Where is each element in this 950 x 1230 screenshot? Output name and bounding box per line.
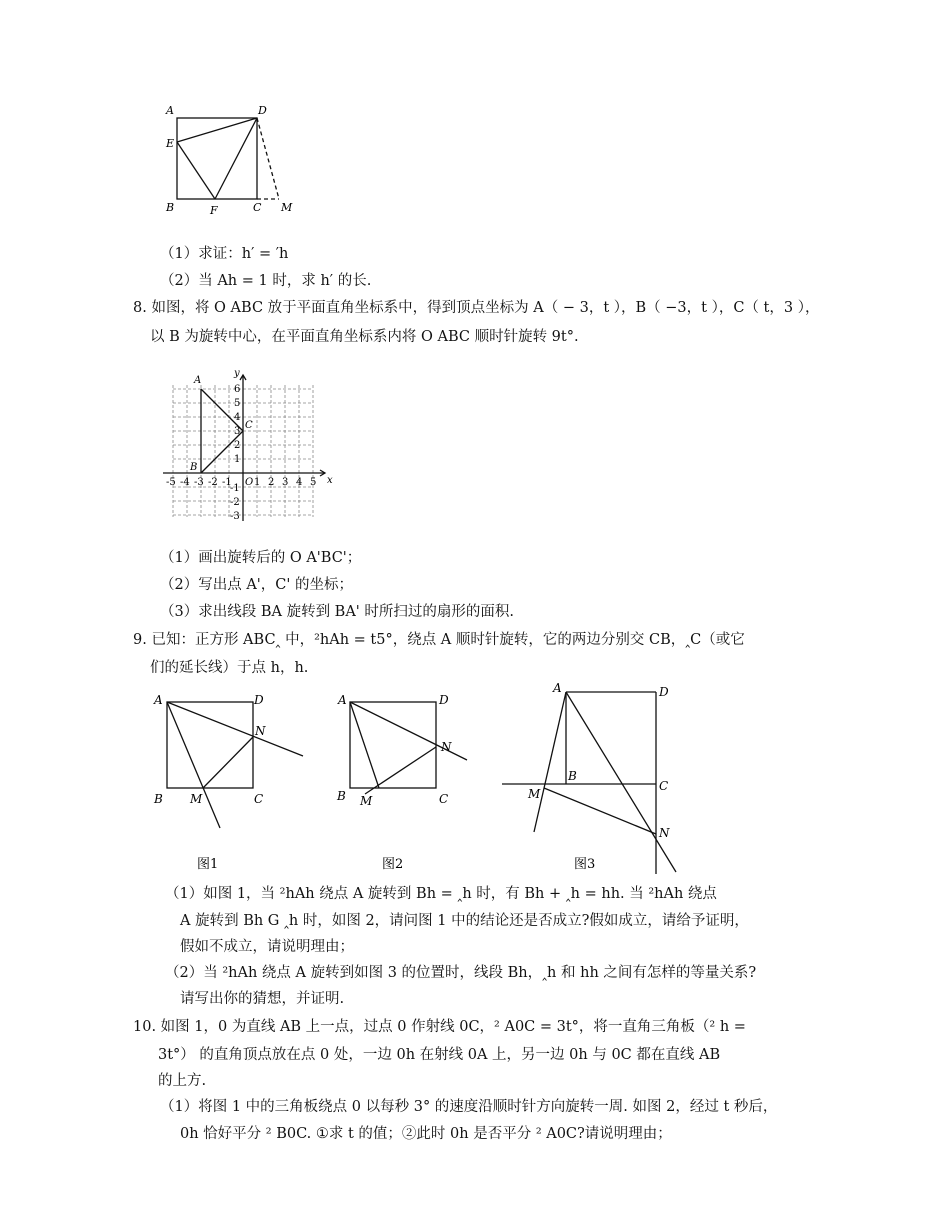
p10-line-1: 10. 如图 1，0 为直线 AB 上一点，过点 0 作射线 0C，² A0C = 3t°，将一直角三角板（² h =: [133, 1019, 746, 1035]
x-tick-m4: -4: [180, 477, 190, 488]
fig1-label-d: D: [254, 693, 264, 707]
p9-question-1-line-1: （1）如图 1，当 ²hAh 绕点 A 旋转到 Bh = ‸h 时，有 Bh + ‸h = hh. 当 ²hAh 绕点: [165, 886, 717, 902]
x-tick-4: 4: [296, 477, 303, 488]
fig2-label-d: D: [439, 693, 449, 707]
p8-question-2: （2）写出点 A'，C' 的坐标；: [160, 577, 353, 593]
figure-square-abcd: [160, 98, 300, 218]
y-tick-4: 4: [234, 412, 241, 423]
figure-9-1: [150, 688, 310, 878]
p9-question-2-line-1: （2）当 ²hAh 绕点 A 旋转到如图 3 的位置时，线段 Bh，‸h 和 hh 之间有怎样的等量关系?: [165, 965, 757, 981]
fig1-label-a: A: [154, 693, 163, 707]
p8-line-2: 以 B 为旋转中心，在平面直角坐标系内将 O ABC 顺时针旋转 9t°.: [150, 329, 579, 345]
label-b: B: [166, 201, 175, 214]
label-d: D: [258, 104, 267, 117]
fig2-label-m: M: [360, 794, 373, 808]
fig3-label-c: C: [659, 779, 669, 793]
p10-question-1-line-1: （1）将图 1 中的三角板绕点 0 以每秒 3° 的速度沿顺时针方向旋转一周. 如图 2，经过 t 秒后，: [160, 1099, 778, 1115]
p10-line-3: 的上方.: [158, 1073, 207, 1089]
p10-question-1-line-2: 0h 恰好平分 ² B0C. ①求 t 的值；②此时 0h 是否平分 ² A0C?请说明理由；: [180, 1126, 672, 1142]
x-tick-3: 3: [282, 477, 289, 488]
fig2-label-b: B: [337, 789, 346, 803]
p7-question-2: （2）当 Ah = 1 时，求 h′ 的长.: [160, 273, 372, 289]
fig2-caption: 图2: [382, 857, 404, 872]
axis-x-label: x: [327, 475, 333, 486]
figure-coordinate-grid: [160, 365, 340, 525]
x-tick-5: 5: [310, 477, 317, 488]
p9-line-1: 9. 已知：正方形 ABC‸ 中，²hAh = t5°，绕点 A 顺时针旋转，它的两边分别交 CB，‸C（或它: [133, 632, 745, 648]
x-tick-m2: -2: [208, 477, 218, 488]
y-tick-1: 1: [234, 454, 241, 465]
y-tick-3: 3: [234, 426, 241, 437]
x-tick-2: 2: [268, 477, 275, 488]
point-c-label: C: [245, 420, 253, 431]
x-tick-m5: -5: [166, 477, 176, 488]
fig1-label-b: B: [154, 792, 163, 806]
label-c: C: [253, 201, 262, 214]
x-tick-m3: -3: [194, 477, 204, 488]
p8-line-1: 8. 如图，将 O ABC 放于平面直角坐标系中，得到顶点坐标为 A（ − 3，t ），B（ −3，t ），C（ t，3 ），: [133, 300, 820, 316]
point-b-label: B: [190, 462, 198, 473]
fig1-caption: 图1: [197, 857, 219, 872]
p8-question-1: （1）画出旋转后的 O A'BC'；: [160, 550, 362, 566]
label-m: M: [281, 201, 293, 214]
p9-question-1-line-2: A 旋转到 Bh G ‸h 时，如图 2，请问图 1 中的结论还是否成立?假如成立，请给予证明，: [180, 913, 749, 929]
p9-question-2-line-2: 请写出你的猜想，并证明.: [180, 991, 345, 1007]
x-tick-m1: -1: [222, 477, 232, 488]
y-tick-m3: -3: [230, 511, 240, 522]
p10-line-2: 3t°） 的直角顶点放在点 0 处，一边 0h 在射线 0A 上，另一边 0h 与 0C 都在直线 AB: [158, 1047, 721, 1063]
point-a-label: A: [194, 375, 202, 386]
fig3-label-d: D: [659, 685, 669, 699]
fig3-caption: 图3: [574, 857, 596, 872]
fig1-label-n: N: [255, 724, 266, 738]
fig3-label-n: N: [659, 826, 670, 840]
y-tick-m2: -2: [230, 497, 240, 508]
origin-label: O: [245, 477, 254, 488]
x-tick-1: 1: [254, 477, 261, 488]
fig3-label-a: A: [553, 682, 562, 695]
figure-9-3: [500, 682, 700, 878]
p7-question-1: （1）求证：h′ = ′h: [160, 246, 289, 262]
label-a: A: [166, 104, 174, 117]
fig3-label-b: B: [568, 769, 577, 783]
y-tick-5: 5: [234, 398, 241, 409]
p9-line-2: 们的延长线）于点 h，h.: [150, 660, 309, 676]
fig2-label-a: A: [338, 693, 347, 707]
y-tick-6: 6: [234, 384, 241, 395]
fig1-label-c: C: [254, 792, 264, 806]
label-e: E: [166, 137, 175, 150]
label-f: F: [210, 204, 218, 217]
fig2-label-c: C: [439, 792, 449, 806]
p9-question-1-line-3: 假如不成立，请说明理由；: [180, 939, 354, 955]
y-tick-m1: -1: [230, 483, 240, 494]
figure-9-2: [335, 688, 485, 878]
fig3-label-m: M: [528, 787, 541, 801]
fig2-label-n: N: [441, 740, 452, 754]
fig1-label-m: M: [190, 792, 203, 806]
axis-y-label: y: [234, 368, 240, 379]
p8-question-3: （3）求出线段 BA 旋转到 BA' 时所扫过的扇形的面积.: [160, 604, 515, 620]
y-tick-2: 2: [234, 440, 241, 451]
